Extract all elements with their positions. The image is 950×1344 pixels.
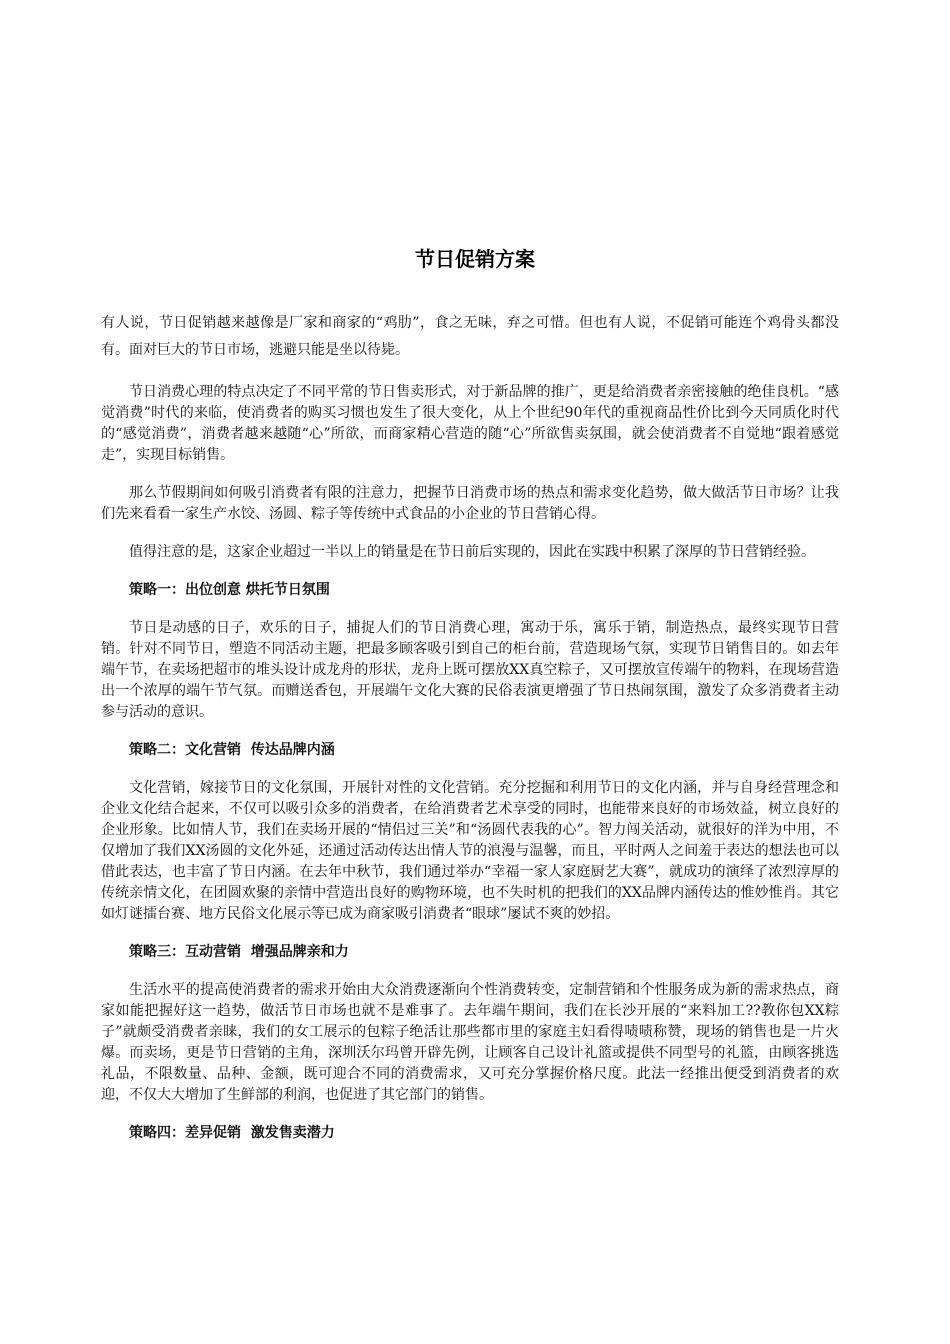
document-title: 节日促销方案 bbox=[415, 247, 535, 271]
strategy-paragraph-3: 生活水平的提高使消费者的需求开始由大众消费逐渐向个性消费转变，定制营销和个性服务成为新的需求热点，商家如能把握好这一趋势，做活节日市场也就不是难事了。去年端午期间，我们在长沙开展的“来料加工??教你包XX粽子”就颇受消费者亲睐，我们的女工展示的包粽子绝活让那些都市里的家庭主妇看得啧啧称赞，现场的销售也是一片火爆。而卖场，更是节日营销的主角，深圳沃尔玛曾开辟先例，让顾客自己设计礼篮或提供不同型号的礼篮，由顾客挑选礼品，不限数量、品种、金额，既可迎合不同的消费需求，又可充分掌握价格尺度。此法一经推出便受到消费者的欢迎，不仅大大增加了生鲜部的利润，也促进了其它部门的销售。 bbox=[101, 982, 839, 1103]
body-paragraph: 节日消费心理的特点决定了不同平常的节日售卖形式，对于新品牌的推广，更是给消费者亲密接触的绝佳良机。“感觉消费”时代的来临，使消费者的购买习惯也发生了很大变化，从上个世纪90年代的重视商品性价比到今天同质化时代的“感觉消费”，消费者越来越随“心”所欲，而商家精心营造的随“心”所欲售卖氛围，就会使消费者不自觉地“跟着感觉走”，实现目标销售。 bbox=[101, 384, 839, 463]
strategy-paragraph-2: 文化营销，嫁接节日的文化氛围，开展针对性的文化营销。充分挖掘和利用节日的文化内涵，并与自身经营理念和企业文化结合起来，不仅可以吸引众多的消费者，在给消费者艺术享受的同时，也能带来良好的市场效益，树立良好的企业形象。比如情人节，我们在卖场开展的“情侣过三关”和“汤圆代表我的心”。智力闯关活动，就很好的洋为中用，不仅增加了我们XX汤圆的文化外延，还通过活动传达出情人节的浪漫与温馨，而且，平时两人之间羞于表达的想法也可以借此表达，也丰富了节日内涵。在去年中秋节，我们通过举办“幸福一家人家庭厨艺大赛”，就成功的演绎了浓烈淳厚的传统亲情文化，在团圆欢聚的亲情中营造出良好的购物环境，也不失时机的把我们的XX品牌内涵传达的惟妙惟肖。其它如灯谜擂台赛、地方民俗文化展示等已成为商家吸引消费者“眼球”屡试不爽的妙招。 bbox=[101, 780, 839, 922]
strategy-heading-1: 策略一：出位创意 烘托节日氛围 bbox=[129, 582, 330, 598]
document-body bbox=[101, 310, 839, 1161]
body-paragraph: 值得注意的是，这家企业超过一半以上的销量是在节日前后实现的，因此在实践中积累了深厚的节日营销经验。 bbox=[129, 544, 815, 560]
strategy-heading-3: 策略三：互动营销 增强品牌亲和力 bbox=[129, 944, 349, 960]
strategy-paragraph-1: 节日是动感的日子，欢乐的日子，捕捉人们的节日消费心理，寓动于乐，寓乐于销，制造热点，最终实现节日营销。针对不同节日，塑造不同活动主题，把最多顾客吸引到自己的柜台前，营造现场气氛，实现节日销售目的。如去年端午节，在卖场把超市的堆头设计成龙舟的形状，龙舟上既可摆放XX真空粽子，又可摆放宣传端午的物料，在现场营造出一个浓厚的端午节气氛。而赠送香包，开展端午文化大赛的民俗表演更增强了节日热闹氛围，激发了众多消费者主动参与活动的意识。 bbox=[101, 620, 839, 720]
strategy-heading-2: 策略二：文化营销 传达品牌内涵 bbox=[129, 742, 335, 758]
intro-paragraph: 有人说，节日促销越来越像是厂家和商家的“鸡肋”，食之无味，弃之可惜。但也有人说，不促销可能连个鸡骨头都没有。面对巨大的节日市场，逃避只能是坐以待毙。 bbox=[101, 315, 839, 358]
body-paragraph: 那么节假期间如何吸引消费者有限的注意力，把握节日消费市场的热点和需求变化趋势，做大做活节日市场？让我们先来看看一家生产水饺、汤圆、粽子等传统中式食品的小企业的节日营销心得。 bbox=[101, 485, 839, 522]
strategy-heading-4: 策略四：差异促销 激发售卖潜力 bbox=[129, 1125, 335, 1141]
